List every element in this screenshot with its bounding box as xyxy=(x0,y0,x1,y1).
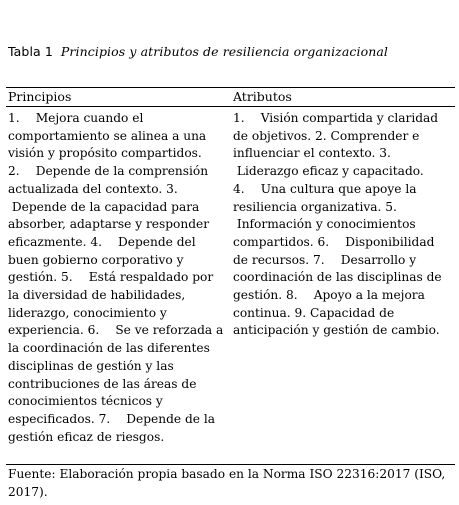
table-header-rule xyxy=(6,106,455,107)
table-top-rule xyxy=(6,87,455,88)
principios-cell: 1. Mejora cuando el comportamiento se alinea a una visión y propósito compartidos. 2. Depende de la comprensión actualizada del contexto. 3. Depende de la capacidad para absorber, adaptarse y responder eficazmente. 4. Depende del buen gobierno corporativo y gestión. 5. Está respaldado por la diversidad de habilidades, liderazgo, conocimiento y experiencia. 6. Se ve reforzada a la coordinación de las diferentes disciplinas de gestión y las contribuciones de las áreas de conocimientos técnicos y especificados. 7. Depende de la gestión eficaz de riesgos. xyxy=(8,111,224,444)
table-caption xyxy=(8,44,388,59)
table-source-note: Fuente: Elaboración propia basado en la Norma ISO 22316:2017 (ISO, 2017). xyxy=(8,467,446,499)
table-title: Principios y atributos de resiliencia organizacional xyxy=(60,44,389,59)
atributos-cell: 1. Visión compartida y claridad de objetivos. 2. Comprender e influenciar el contexto. 3. Liderazgo eficaz y capacitado. 4. Una cultura que apoye la resiliencia organizativa. 5. Información y conocimientos compartidos. 6. Disponibilidad de recursos. 7. Desarrollo y coordinación de las disciplinas de gestión. 8. Apoyo a la mejora continua. 9. Capacidad de anticipación y gestión de cambio. xyxy=(233,111,442,338)
table-bottom-rule xyxy=(6,464,455,465)
column-header-principios: Principios xyxy=(8,89,72,104)
table-label: Tabla 1 xyxy=(8,44,53,59)
column-header-atributos: Atributos xyxy=(233,89,292,104)
